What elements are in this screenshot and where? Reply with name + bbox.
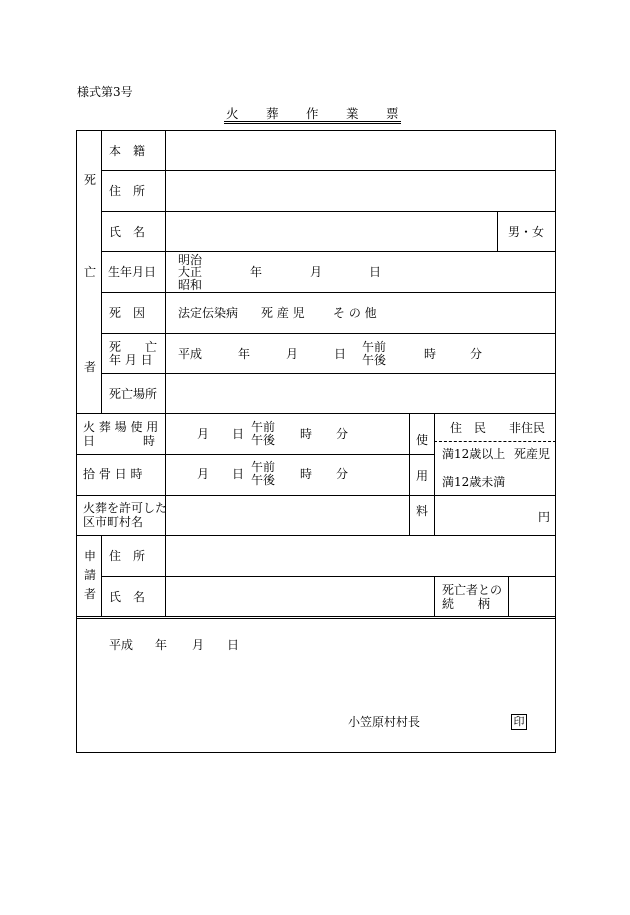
rule: [76, 618, 556, 619]
fee-residents: 住 民: [450, 421, 487, 435]
use-day-unit: 日: [232, 427, 245, 441]
footer-year-unit: 年: [155, 638, 168, 652]
rule: [434, 413, 435, 536]
era-showa: 昭和: [178, 278, 203, 292]
mayor-title: 小笠原村村長: [348, 715, 421, 729]
rule: [76, 535, 556, 536]
rule: [101, 576, 556, 577]
applicant-address-label: 住 所: [109, 549, 146, 563]
cause-stillborn: 死 産 児: [261, 306, 305, 320]
form-title: 火 葬 作 業 票: [226, 106, 407, 121]
cause-infectious: 法定伝染病: [178, 306, 239, 320]
birth-label: 生年月日: [108, 265, 157, 279]
applicant-name-label: 氏 名: [109, 590, 146, 604]
cremation-use-label-2: 日 時: [83, 434, 156, 448]
fee-over12: 満12歳以上: [442, 447, 506, 461]
use-minute-unit: 分: [336, 427, 349, 441]
table-left-border: [76, 130, 77, 753]
rule: [101, 373, 556, 374]
deceased-section-char: 死: [84, 173, 97, 187]
applicant-section-char: 請: [84, 568, 97, 582]
rule: [165, 413, 166, 617]
kotsu-pm: 午後: [251, 473, 276, 487]
death-month-unit: 月: [286, 347, 299, 361]
fee-yen: 円: [538, 510, 551, 524]
death-era: 平成: [178, 347, 203, 361]
sex-options: 男・女: [508, 225, 545, 239]
table-bottom-border: [76, 752, 556, 753]
kotsu-month-unit: 月: [197, 467, 210, 481]
era-taisho: 大正: [178, 265, 203, 279]
table-top-border: [76, 130, 556, 131]
rule: [76, 413, 556, 414]
rule: [101, 130, 102, 414]
kotsu-day-unit: 日: [232, 467, 245, 481]
footer-month-unit: 月: [192, 638, 205, 652]
death-place-label: 死亡場所: [109, 387, 158, 401]
applicant-section-char: 者: [84, 587, 97, 601]
relation-label-2: 続 柄: [442, 597, 491, 611]
death-pm: 午後: [362, 353, 387, 367]
fee-stillborn: 死産児: [514, 447, 551, 461]
title-underline-2: [224, 123, 401, 124]
deceased-section-char: 亡: [84, 265, 97, 279]
kotsu-label: 拾 骨 日 時: [83, 467, 143, 481]
birth-month-unit: 月: [310, 265, 323, 279]
title-underline: [224, 121, 401, 122]
dashed-rule: [434, 441, 556, 442]
rule: [76, 454, 434, 455]
death-dt-label-2: 年 月 日: [109, 353, 153, 367]
deceased-section-char: 者: [84, 360, 97, 374]
relation-label-1: 死亡者との: [442, 583, 503, 597]
kotsu-minute-unit: 分: [336, 467, 349, 481]
seal-mark: 印: [511, 714, 527, 730]
fee-under12: 満12歳未満: [442, 475, 506, 489]
use-pm: 午後: [251, 433, 276, 447]
rule: [101, 292, 556, 293]
cremation-use-label-1: 火 葬 場 使 用: [83, 420, 159, 434]
death-hour-unit: 時: [424, 347, 437, 361]
kotsu-am: 午前: [251, 460, 276, 474]
honseki-label: 本 籍: [109, 144, 146, 158]
address-label: 住 所: [109, 184, 146, 198]
fee-non-residents: 非住民: [509, 421, 546, 435]
footer-day-unit: 日: [227, 638, 240, 652]
applicant-section-char: 申: [84, 549, 97, 563]
rule: [101, 211, 556, 212]
rule: [101, 535, 102, 617]
rule: [165, 130, 166, 414]
footer-era: 平成: [109, 638, 134, 652]
use-am: 午前: [251, 420, 276, 434]
name-label: 氏 名: [109, 225, 146, 239]
era-meiji: 明治: [178, 253, 203, 267]
use-month-unit: 月: [197, 427, 210, 441]
death-am: 午前: [362, 340, 387, 354]
rule: [434, 495, 556, 496]
rule: [508, 576, 509, 617]
permit-label-1: 火葬を許可した: [83, 501, 168, 515]
death-day-unit: 日: [334, 347, 347, 361]
death-dt-label-1: 死 亡: [109, 340, 158, 354]
use-hour-unit: 時: [300, 427, 313, 441]
birth-day-unit: 日: [369, 265, 382, 279]
fee-label-char: 用: [416, 469, 429, 483]
rule: [101, 170, 556, 171]
birth-year-unit: 年: [250, 265, 263, 279]
rule: [101, 251, 556, 252]
rule: [497, 211, 498, 252]
rule: [101, 333, 556, 334]
rule: [434, 576, 435, 617]
form-number: 様式第3号: [77, 85, 133, 99]
cause-label: 死 因: [109, 306, 146, 320]
permit-label-2: 区市町村名: [83, 515, 144, 529]
death-year-unit: 年: [238, 347, 251, 361]
fee-label-char: 使: [416, 433, 429, 447]
rule: [76, 616, 556, 617]
rule: [409, 413, 410, 536]
fee-label-char: 料: [416, 504, 429, 518]
cause-other: そ の 他: [333, 306, 377, 320]
rule: [76, 495, 434, 496]
kotsu-hour-unit: 時: [300, 467, 313, 481]
death-minute-unit: 分: [470, 347, 483, 361]
